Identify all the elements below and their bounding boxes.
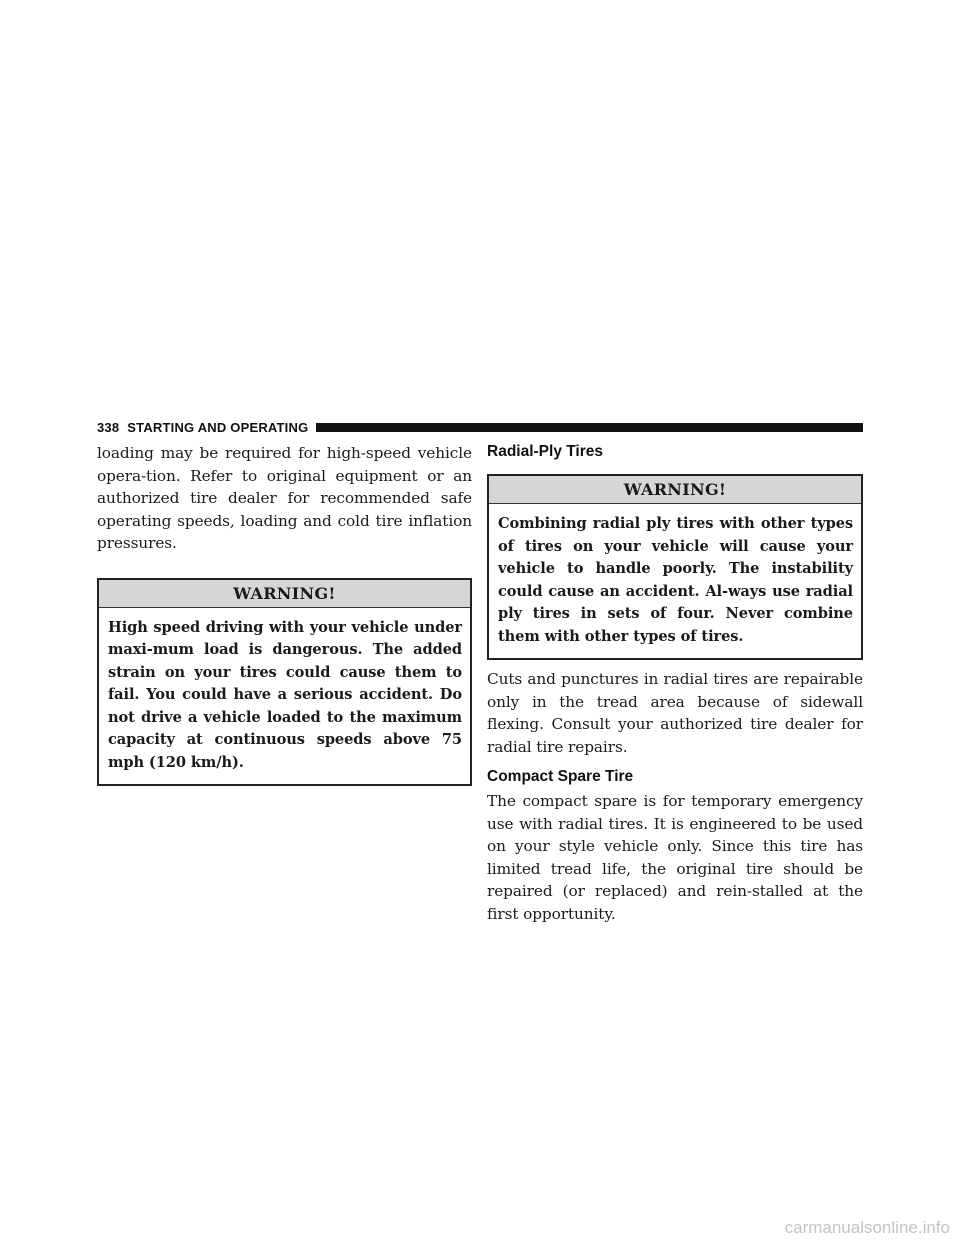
header-rule [316,423,863,432]
warning-text: Combining radial ply tires with other types of tires on your vehicle will cause your vehicle to handle poorly. The instability could cause an accident. Al-ways use radial ply tires in sets of four. Never combine them with other types of tires. [498,515,853,645]
spare-paragraph: The compact spare is for temporary emergency use with radial tires. It is engineered to be used on your style vehicle only. Since this tire has limited tread life, the original tire should be repaired (or replaced) and rein-stalled at the first opportunity. [487,792,863,923]
page-number: 338 [97,419,120,435]
right-column [487,442,863,925]
site-watermark: carmanualsonline.info [784,1218,950,1237]
radial-paragraph: Cuts and punctures in radial tires are repairable only in the tread area because of sidewall flexing. Consult your authorized tire dealer for radial tire repairs. [487,670,863,756]
warning-text: High speed driving with your vehicle under maxi-mum load is dangerous. The added strain on your tires could cause them to fail. You could have a serious accident. Do not drive a vehicle loaded to the maximum capacity at continuous speeds above 75 mph (120 km/h). [108,618,462,771]
section-title: STARTING AND OPERATING [127,419,309,435]
radial-warning-box [487,474,863,660]
warning-title: WARNING! [489,476,861,504]
page-header [97,417,863,437]
left-column [97,442,472,786]
radial-ply-heading: Radial-Ply Tires [487,443,604,460]
intro-paragraph: loading may be required for high-speed vehicle opera-tion. Refer to original equipment or an authorized tire dealer for recommended safe operating speeds, loading and cold tire inflation pressures. [97,444,472,552]
warning-title: WARNING! [99,580,470,608]
compact-spare-heading: Compact Spare Tire [487,768,634,785]
high-speed-warning-box [97,578,472,787]
